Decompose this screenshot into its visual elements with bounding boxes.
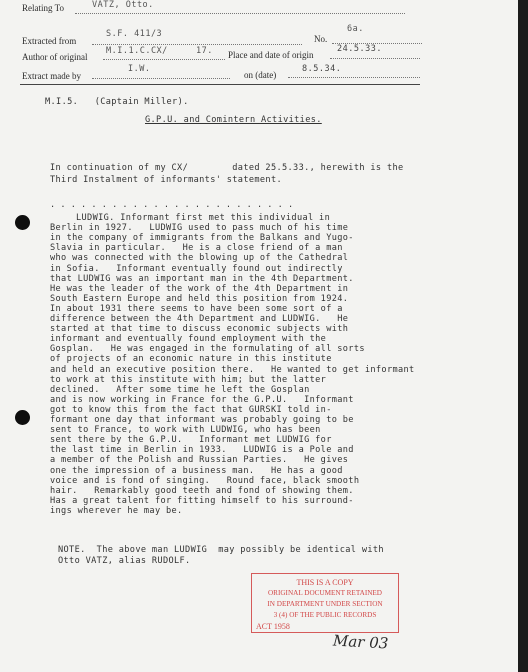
intro-line: In continuation of my CX/ dated 25.5.33., herewith is the (50, 163, 404, 173)
paragraph-line: voice and is fond of singing. Round face, black smooth (50, 475, 360, 486)
place-date-value: 24.5.33. (337, 44, 382, 54)
extracted-from-label: Extracted from (22, 36, 77, 46)
stamp-line: ACT 1958 (256, 622, 290, 631)
paragraph-line: sent there by the G.P.U. Informant met LUDWIG for (50, 435, 332, 446)
handwritten-annotation: Mar 03 (332, 631, 389, 653)
paragraph-line: LUDWIG. Informant first met this individual in (76, 213, 331, 223)
addressee-line: M.I.5. (Captain Miller). (45, 97, 189, 107)
stamp-line: 3 (4) OF THE PUBLIC RECORDS (273, 611, 377, 619)
paragraph-line: and held an executive position there. He wanted to get informant (50, 364, 415, 375)
author-value-suffix: 17. (196, 46, 213, 56)
paragraph-line: In about 1931 there seems to have been some sort of a (50, 303, 343, 314)
extracted-from-value: S.F. 411/3 (106, 29, 163, 39)
paragraph-line: ings wherever he may be. (50, 505, 183, 516)
paragraph-line: formant one day that informant was probably going to be (50, 415, 354, 425)
on-date-rule (288, 77, 420, 78)
paragraph-line: to work at this institute with him; but the latter (50, 374, 327, 385)
paragraph-line: who was connected with the blowing up of the Cathedral (50, 253, 349, 264)
subject-line: G.P.U. and Comintern Activities. (145, 115, 322, 125)
author-value: M.I.1.C.CX/ (106, 46, 168, 56)
extract-made-by-value: I.W. (128, 64, 151, 74)
relating-to-rule (75, 13, 405, 14)
paragraph-line: in Sofia. Informant eventually found out indirectly (50, 263, 343, 274)
no-label: No. (314, 34, 328, 44)
note-line: NOTE. The above man LUDWIG may possibly be identical with (58, 545, 384, 555)
punch-hole-top (15, 215, 30, 230)
extract-made-by-label: Extract made by (22, 71, 81, 81)
on-date-label: on (date) (244, 70, 277, 80)
paragraph-line: got to know this from the fact that GURSKI told in- (50, 404, 332, 415)
punch-hole-bottom (15, 410, 30, 425)
paragraph-line: Gosplan. He was engaged in the formulating of all sorts (50, 344, 365, 355)
place-date-label: Place and date of origin (228, 50, 314, 60)
paragraph-line: a member of the Polish and Russian Parties. He gives (50, 455, 349, 466)
paragraph-line: of projects of an economic nature in this institute (50, 354, 332, 365)
paragraph-line: started at that time to discuss economic subjects with (50, 324, 349, 335)
paragraph-line: and is now working in France for the G.P.U. Informant (50, 394, 354, 405)
place-date-rule (330, 58, 420, 59)
stamp-line: IN DEPARTMENT UNDER SECTION (267, 600, 383, 608)
paragraph-line: in the company of immigrants from the Balkans and Yugo- (50, 233, 354, 244)
stamp-line: THIS IS A COPY (296, 578, 354, 587)
relating-to-value: VATZ, Otto. (92, 0, 154, 10)
paragraph-line: Has a great talent for fitting himself to his surround- (50, 495, 354, 506)
paragraph-line: informant and eventually found employment with the (50, 334, 327, 345)
paragraph-line: Berlin in 1927. LUDWIG used to pass much of his time (50, 223, 349, 234)
scan-edge (518, 0, 528, 672)
intro-line: Third Instalment of informants' statement. (50, 175, 283, 185)
paragraph-line: declined. After some time he left the Gosplan (50, 384, 310, 395)
paragraph-line: Slavia in particular. He is a close friend of a man (50, 243, 343, 254)
paragraph-line: He was the leader of the work of the 4th Department in (50, 283, 349, 294)
relating-to-label: Relating To (22, 3, 64, 13)
extract-made-by-rule (92, 78, 230, 79)
paragraph-line: that LUDWIG was an important man in the 4th Department. (50, 273, 354, 284)
paragraph-line: hair. Remarkably good teeth and fond of showing them. (50, 485, 354, 496)
stamp-line: ORIGINAL DOCUMENT RETAINED (267, 589, 382, 597)
extracted-from-rule (92, 44, 302, 45)
paragraph-line: South Eastern Europe and held this position from 1924. (50, 293, 349, 304)
author-rule (103, 59, 225, 60)
paragraph-line: one the impression of a business man. He has a good (50, 465, 343, 476)
separator-dots: . . . . . . . . . . . . . . . . . . . . . . . . (50, 200, 294, 210)
note-line: Otto VATZ, alias RUDOLF. (58, 556, 191, 566)
public-records-stamp (251, 573, 399, 633)
paragraph-line: sent to France, to work with LUDWIG, who has been (50, 425, 321, 436)
header-divider (20, 84, 420, 85)
number-value: 6a. (347, 24, 364, 34)
on-date-value: 8.5.34. (302, 64, 342, 74)
author-label: Author of original (22, 52, 88, 62)
paragraph-line: difference between the 4th Department and LUDWIG. He (50, 314, 349, 324)
paragraph-line: the last time in Berlin in 1933. LUDWIG is a Pole and (50, 445, 354, 456)
